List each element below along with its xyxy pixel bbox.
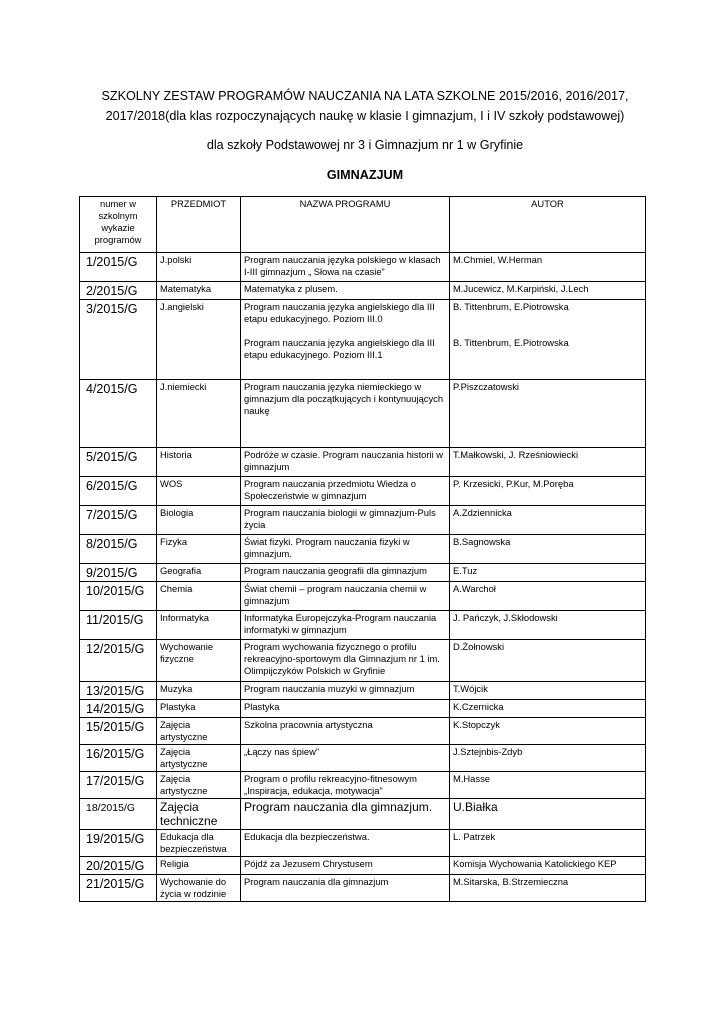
table-row (80, 477, 646, 506)
row-number: 4/2015/G (80, 380, 157, 448)
row-subject: Zajęcia techniczne (157, 799, 241, 830)
document-title (60, 86, 670, 126)
row-number: 8/2015/G (80, 535, 157, 564)
row-subject: J.niemiecki (157, 380, 241, 448)
row-program: Plastyka (241, 700, 450, 718)
row-author: M.Chmiel, W.Herman (450, 253, 646, 282)
row-subject: Wychowanie do życia w rodzinie (157, 875, 241, 902)
table-row (80, 700, 646, 718)
row-author: M.Hasse (450, 772, 646, 799)
row-author: A.Zdziennicka (450, 506, 646, 535)
row-number: 3/2015/G (80, 300, 157, 380)
row-program: Program nauczania dla gimnazjum (241, 875, 450, 902)
row-author: M.Jucewicz, M.Karpiński, J.Lech (450, 282, 646, 300)
table-row (80, 582, 646, 611)
row-program: Program wychowania fizycznego o profilu rekreacyjno-sportowym dla Gimnazjum nr 1 im. Olimpijczyków Polskich w Gryfinie (241, 640, 450, 682)
row-subject: Matematyka (157, 282, 241, 300)
row-author: J.Sztejnbis-Zdyb (450, 745, 646, 772)
row-number: 16/2015/G (80, 745, 157, 772)
row-author: A.Warchoł (450, 582, 646, 611)
row-number: 10/2015/G (80, 582, 157, 611)
row-subject: WOS (157, 477, 241, 506)
row-program: Szkolna pracownia artystyczna (241, 718, 450, 745)
row-author: T.Małkowski, J. Rześniowiecki (450, 448, 646, 477)
row-subject: Religia (157, 857, 241, 875)
row-number: 20/2015/G (80, 857, 157, 875)
row-subject: Fizyka (157, 535, 241, 564)
row-author: T.Wójcik (450, 682, 646, 700)
row-program: „Łączy nas śpiew” (241, 745, 450, 772)
row-subject: Informatyka (157, 611, 241, 640)
row-program: Świat fizyki. Program nauczania fizyki w gimnazjum. (241, 535, 450, 564)
row-author: D.Żołnowski (450, 640, 646, 682)
header-program: NAZWA PROGRAMU (241, 197, 450, 253)
row-author: E.Tuz (450, 564, 646, 582)
table-row (80, 253, 646, 282)
row-subject: Muzyka (157, 682, 241, 700)
row-number: 19/2015/G (80, 830, 157, 857)
row-author: M.Sitarska, B.Strzemieczna (450, 875, 646, 902)
row-subject: Historia (157, 448, 241, 477)
row-subject: Plastyka (157, 700, 241, 718)
row-number: 21/2015/G (80, 875, 157, 902)
row-subject: J.polski (157, 253, 241, 282)
row-subject: Zajęcia artystyczne (157, 745, 241, 772)
section-title: GIMNAZJUM (326, 168, 404, 182)
table-row (80, 282, 646, 300)
row-subject: Biologia (157, 506, 241, 535)
table-row (80, 380, 646, 448)
table-row (80, 640, 646, 682)
row-author: U.Białka (450, 799, 646, 830)
author-level-0: B. Tittenbrum, E.Piotrowska (453, 301, 569, 312)
table-row (80, 564, 646, 582)
row-author: Komisja Wychowania Katolickiego KEP (450, 857, 646, 875)
row-program: Świat chemii – program nauczania chemii w gimnazjum (241, 582, 450, 611)
row-number: 9/2015/G (80, 564, 157, 582)
row-subject: Zajęcia artystyczne (157, 772, 241, 799)
row-subject: Edukacja dla bezpieczeństwa (157, 830, 241, 857)
row-program: Program nauczania muzyki w gimnazjum (241, 682, 450, 700)
row-program (241, 300, 450, 380)
header-author: AUTOR (450, 197, 646, 253)
row-author: P. Krzesicki, P.Kur, M.Poręba (450, 477, 646, 506)
program-level-0: Program nauczania języka angielskiego dla III etapu edukacyjnego. Poziom III.0 (244, 301, 435, 324)
table-row (80, 772, 646, 799)
row-subject: Chemia (157, 582, 241, 611)
row-subject: J.angielski (157, 300, 241, 380)
row-program: Informatyka Europejczyka-Program nauczania informatyki w gimnazjum (241, 611, 450, 640)
row-program: Program nauczania języka niemieckiego w gimnazjum dla początkujących i kontynuujących naukę (241, 380, 450, 448)
table-row (80, 448, 646, 477)
row-program: Program nauczania przedmiotu Wiedza o Społeczeństwie w gimnazjum (241, 477, 450, 506)
table-row (80, 799, 646, 830)
row-number: 2/2015/G (80, 282, 157, 300)
row-program: Edukacja dla bezpieczeństwa. (241, 830, 450, 857)
table-row (80, 506, 646, 535)
row-number: 7/2015/G (80, 506, 157, 535)
row-author: K.Czernicka (450, 700, 646, 718)
table-row (80, 857, 646, 875)
row-number: 14/2015/G (80, 700, 157, 718)
row-program: Program nauczania geografii dla gimnazjum (241, 564, 450, 582)
row-program: Program nauczania języka polskiego w klasach I-III gimnazjum „ Słowa na czasie” (241, 253, 450, 282)
row-author: P.Piszczatowski (450, 380, 646, 448)
school-name: dla szkoły Podstawowej nr 3 i Gimnazjum nr 1 w Gryfinie (206, 138, 524, 152)
table-row (80, 875, 646, 902)
row-number: 18/2015/G (80, 799, 157, 830)
row-number: 17/2015/G (80, 772, 157, 799)
row-program: Podróże w czasie. Program nauczania historii w gimnazjum (241, 448, 450, 477)
title-line-2: 2017/2018(dla klas rozpoczynających naukę w klasie I gimnazjum, I i IV szkoły podstawowej) (105, 109, 625, 123)
row-program: Matematyka z plusem. (241, 282, 450, 300)
row-program: Program o profilu rekreacyjno-fitnesowym „Inspiracja, edukacja, motywacja” (241, 772, 450, 799)
row-subject: Geografia (157, 564, 241, 582)
row-number: 13/2015/G (80, 682, 157, 700)
row-number: 1/2015/G (80, 253, 157, 282)
row-number: 11/2015/G (80, 611, 157, 640)
row-author: B.Sagnowska (450, 535, 646, 564)
table-row (80, 611, 646, 640)
title-line-1: SZKOLNY ZESTAW PROGRAMÓW NAUCZANIA NA LATA SZKOLNE 2015/2016, 2016/2017, (101, 89, 629, 103)
row-number: 6/2015/G (80, 477, 157, 506)
header-number: numer w szkolnym wykazie programów (80, 197, 157, 253)
row-author: K.Stopczyk (450, 718, 646, 745)
row-number: 15/2015/G (80, 718, 157, 745)
row-subject: Zajęcia artystyczne (157, 718, 241, 745)
programs-table (79, 196, 646, 902)
table-row (80, 300, 646, 380)
program-level-1: Program nauczania języka angielskiego dla III etapu edukacyjnego. Poziom III.1 (244, 337, 435, 360)
row-program: Program nauczania dla gimnazjum. (241, 799, 450, 830)
row-subject: Wychowanie fizyczne (157, 640, 241, 682)
table-row (80, 718, 646, 745)
row-number: 12/2015/G (80, 640, 157, 682)
row-program: Pójdź za Jezusem Chrystusem (241, 857, 450, 875)
row-number: 5/2015/G (80, 448, 157, 477)
row-author (450, 300, 646, 380)
table-row (80, 830, 646, 857)
row-author: J. Pańczyk, J.Skłodowski (450, 611, 646, 640)
table-row (80, 682, 646, 700)
table-row (80, 535, 646, 564)
table-header-row (80, 197, 646, 253)
row-author: L. Patrzek (450, 830, 646, 857)
author-level-1: B. Tittenbrum, E.Piotrowska (453, 337, 569, 348)
table-row (80, 745, 646, 772)
header-subject: PRZEDMIOT (157, 197, 241, 253)
row-program: Program nauczania biologii w gimnazjum-Puls życia (241, 506, 450, 535)
